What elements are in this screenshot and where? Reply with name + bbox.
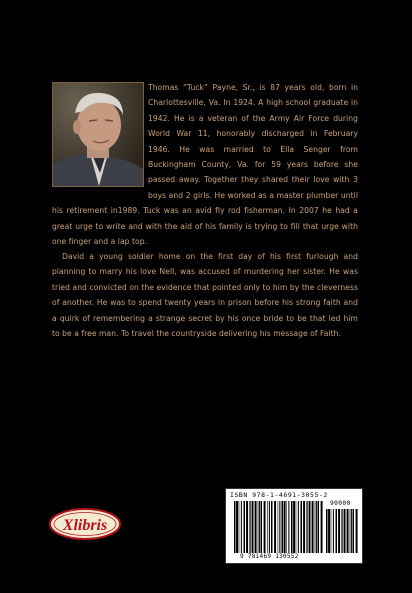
author-bio-text: Thomas “Tuck” Payne, Sr., is 87 years old, born in Charlottesville, Va. In 1924. A high school graduate in 1942. He is a veteran of the Army Air Force during World War 11, honorably discharged in February 1946. He was married to Ella Senger from Buckingham County, Va. for 59 years before she passed away. Together they shared their love with 3 boys and 2 girls. He worked as a master plumber until his retirement in1989. Tuck was an avid fly rod fisherman. In 2007 he had a great urge to write and with the aid of his family is trying to fill that urge with one finger and a lap top. <box>52 83 358 247</box>
barcode-bar <box>336 509 338 553</box>
barcode-bar <box>239 501 240 553</box>
barcode-bar <box>288 501 289 553</box>
barcode-bar <box>353 509 355 553</box>
barcode-bar <box>309 501 311 553</box>
barcode-bar <box>241 501 242 553</box>
barcode-bar <box>291 501 293 553</box>
barcode-bar <box>244 501 246 553</box>
barcode-bar <box>306 501 307 553</box>
barcode-bar <box>298 501 299 553</box>
barcode-bar <box>255 501 257 553</box>
barcode-bar <box>269 501 270 553</box>
barcode-bar <box>321 501 323 553</box>
barcode-bar <box>246 501 248 553</box>
barcode-bar <box>344 509 346 553</box>
barcode-bar <box>315 501 316 553</box>
barcode-bar <box>326 509 328 553</box>
barcode-bar <box>286 501 287 553</box>
book-synopsis: David a young soldier home on the first day of his first furlough and planning to marry his love Nell, was accused of murdering her sister. He was tried and convicted on the evidence that pointed only to him by the cleverness of another. He was to spend twenty years in prison before his strong faith and a quirk of remembering a strange secret by his once bride to be that led him to be a free man. To travel the countryside delivering his message of Faith. <box>52 252 358 339</box>
barcode-bar <box>267 501 268 553</box>
barcode-bar <box>258 501 259 553</box>
barcode-bar <box>333 509 334 553</box>
barcode-bar <box>264 501 266 553</box>
barcode-bar <box>331 509 332 553</box>
barcode-bar <box>303 501 305 553</box>
barcode-bar <box>316 501 317 553</box>
barcode-bar <box>318 501 320 553</box>
barcode-bar <box>259 501 260 553</box>
barcode-bar <box>347 509 349 553</box>
barcode-bar <box>301 501 303 553</box>
barcode-bar <box>250 501 251 553</box>
barcode-bar <box>274 501 276 553</box>
barcode-bar <box>356 509 358 553</box>
barcode-bar <box>296 501 297 553</box>
barcode-bar <box>338 509 340 553</box>
publisher-name: Xlibris <box>62 517 108 534</box>
barcode-bar <box>234 501 236 553</box>
isbn-label: ISBN 978-1-4691-3055-2 <box>230 491 328 499</box>
barcode-bar <box>271 501 273 553</box>
barcode-bar <box>328 509 330 553</box>
barcode-bar <box>312 501 314 553</box>
barcode-number: 9 781469 130552 <box>240 553 299 560</box>
barcode-bar <box>341 509 342 553</box>
barcode-bar <box>350 509 351 553</box>
author-bio <box>52 80 358 249</box>
barcode-bar <box>307 501 308 553</box>
barcode-bar <box>278 501 279 553</box>
barcode-bar <box>351 509 352 553</box>
barcode-bar <box>279 501 280 553</box>
barcode-bar <box>282 501 284 553</box>
barcode-bar <box>261 501 263 553</box>
barcode-bar <box>249 501 250 553</box>
publisher-logo <box>48 505 122 543</box>
isbn-barcode <box>225 488 363 564</box>
barcode-bar <box>236 501 238 553</box>
barcode-bar <box>342 509 343 553</box>
barcode-bar <box>293 501 295 553</box>
price-code: 90000 <box>330 500 351 507</box>
barcode-bar <box>284 501 286 553</box>
barcode-bar <box>252 501 254 553</box>
